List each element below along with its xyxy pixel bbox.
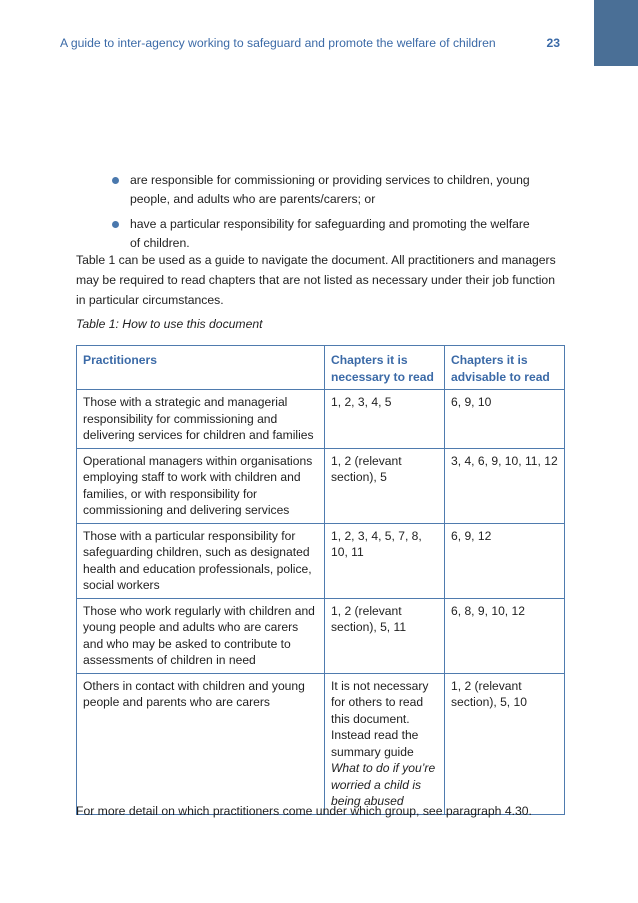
necessary-cell: 1, 2 (relevant section), 5, 11 (325, 598, 445, 673)
advisable-cell: 6, 8, 9, 10, 12 (445, 598, 565, 673)
intro-paragraph: Table 1 can be used as a guide to navigate the document. All practitioners and managers may be required to read chapters that are not listed as necessary under their job function in particular circumstances. (76, 253, 556, 307)
bullet-list (112, 171, 542, 259)
header-title: A guide to inter-agency working to safeguard and promote the welfare of children (60, 36, 496, 50)
advisable-cell: 6, 9, 12 (445, 523, 565, 598)
header-advisable-chapters: Chapters it is advisable to read (445, 346, 565, 390)
header-necessary-chapters: Chapters it is necessary to read (325, 346, 445, 390)
advisable-cell: 3, 4, 6, 9, 10, 11, 12 (445, 448, 565, 523)
table-header-row (77, 346, 565, 390)
table-row (77, 673, 565, 814)
bullet-text: are responsible for commissioning or providing services to children, young people, and adults who are parents/carers; or (130, 173, 530, 206)
bullet-dot-icon (112, 177, 119, 184)
bullet-item (112, 171, 542, 209)
practitioner-cell: Those with a strategic and managerial responsibility for commissioning and delivering services for children and families (77, 390, 325, 449)
necessary-cell: 1, 2, 3, 4, 5 (325, 390, 445, 449)
guide-title: What to do if you’re worried a child is being abused (331, 761, 436, 808)
page-corner-tab (594, 0, 638, 66)
footer-note: For more detail on which practitioners come under which group, see paragraph 4.30. (76, 804, 532, 818)
usage-table (76, 345, 565, 815)
table-row (77, 598, 565, 673)
necessary-cell: 1, 2 (relevant section), 5 (325, 448, 445, 523)
bullet-dot-icon (112, 221, 119, 228)
table-caption: Table 1: How to use this document (76, 317, 263, 331)
practitioner-cell: Those who work regularly with children and young people and adults who are carers and who may be asked to contribute to assessments of children in need (77, 598, 325, 673)
practitioner-cell: Others in contact with children and young people and parents who are carers (77, 673, 325, 814)
table-row (77, 523, 565, 598)
running-header (60, 36, 562, 50)
practitioner-cell: Operational managers within organisations employing staff to work with children and families, or with responsibility for commissioning and delivering services (77, 448, 325, 523)
table-row (77, 448, 565, 523)
advisable-cell: 6, 9, 10 (445, 390, 565, 449)
header-practitioners: Practitioners (77, 346, 325, 390)
bullet-item (112, 215, 542, 253)
necessary-cell: 1, 2, 3, 4, 5, 7, 8, 10, 11 (325, 523, 445, 598)
necessary-cell (325, 673, 445, 814)
necessary-text: It is not necessary for others to read this document. Instead read the summary guide (331, 678, 429, 759)
practitioner-cell: Those with a particular responsibility for safeguarding children, such as designated health and education professionals, police, social workers (77, 523, 325, 598)
table-row (77, 390, 565, 449)
advisable-cell: 1, 2 (relevant section), 5, 10 (445, 673, 565, 814)
page-number: 23 (546, 36, 560, 50)
bullet-text: have a particular responsibility for safeguarding and promoting the welfare of children. (130, 217, 530, 250)
